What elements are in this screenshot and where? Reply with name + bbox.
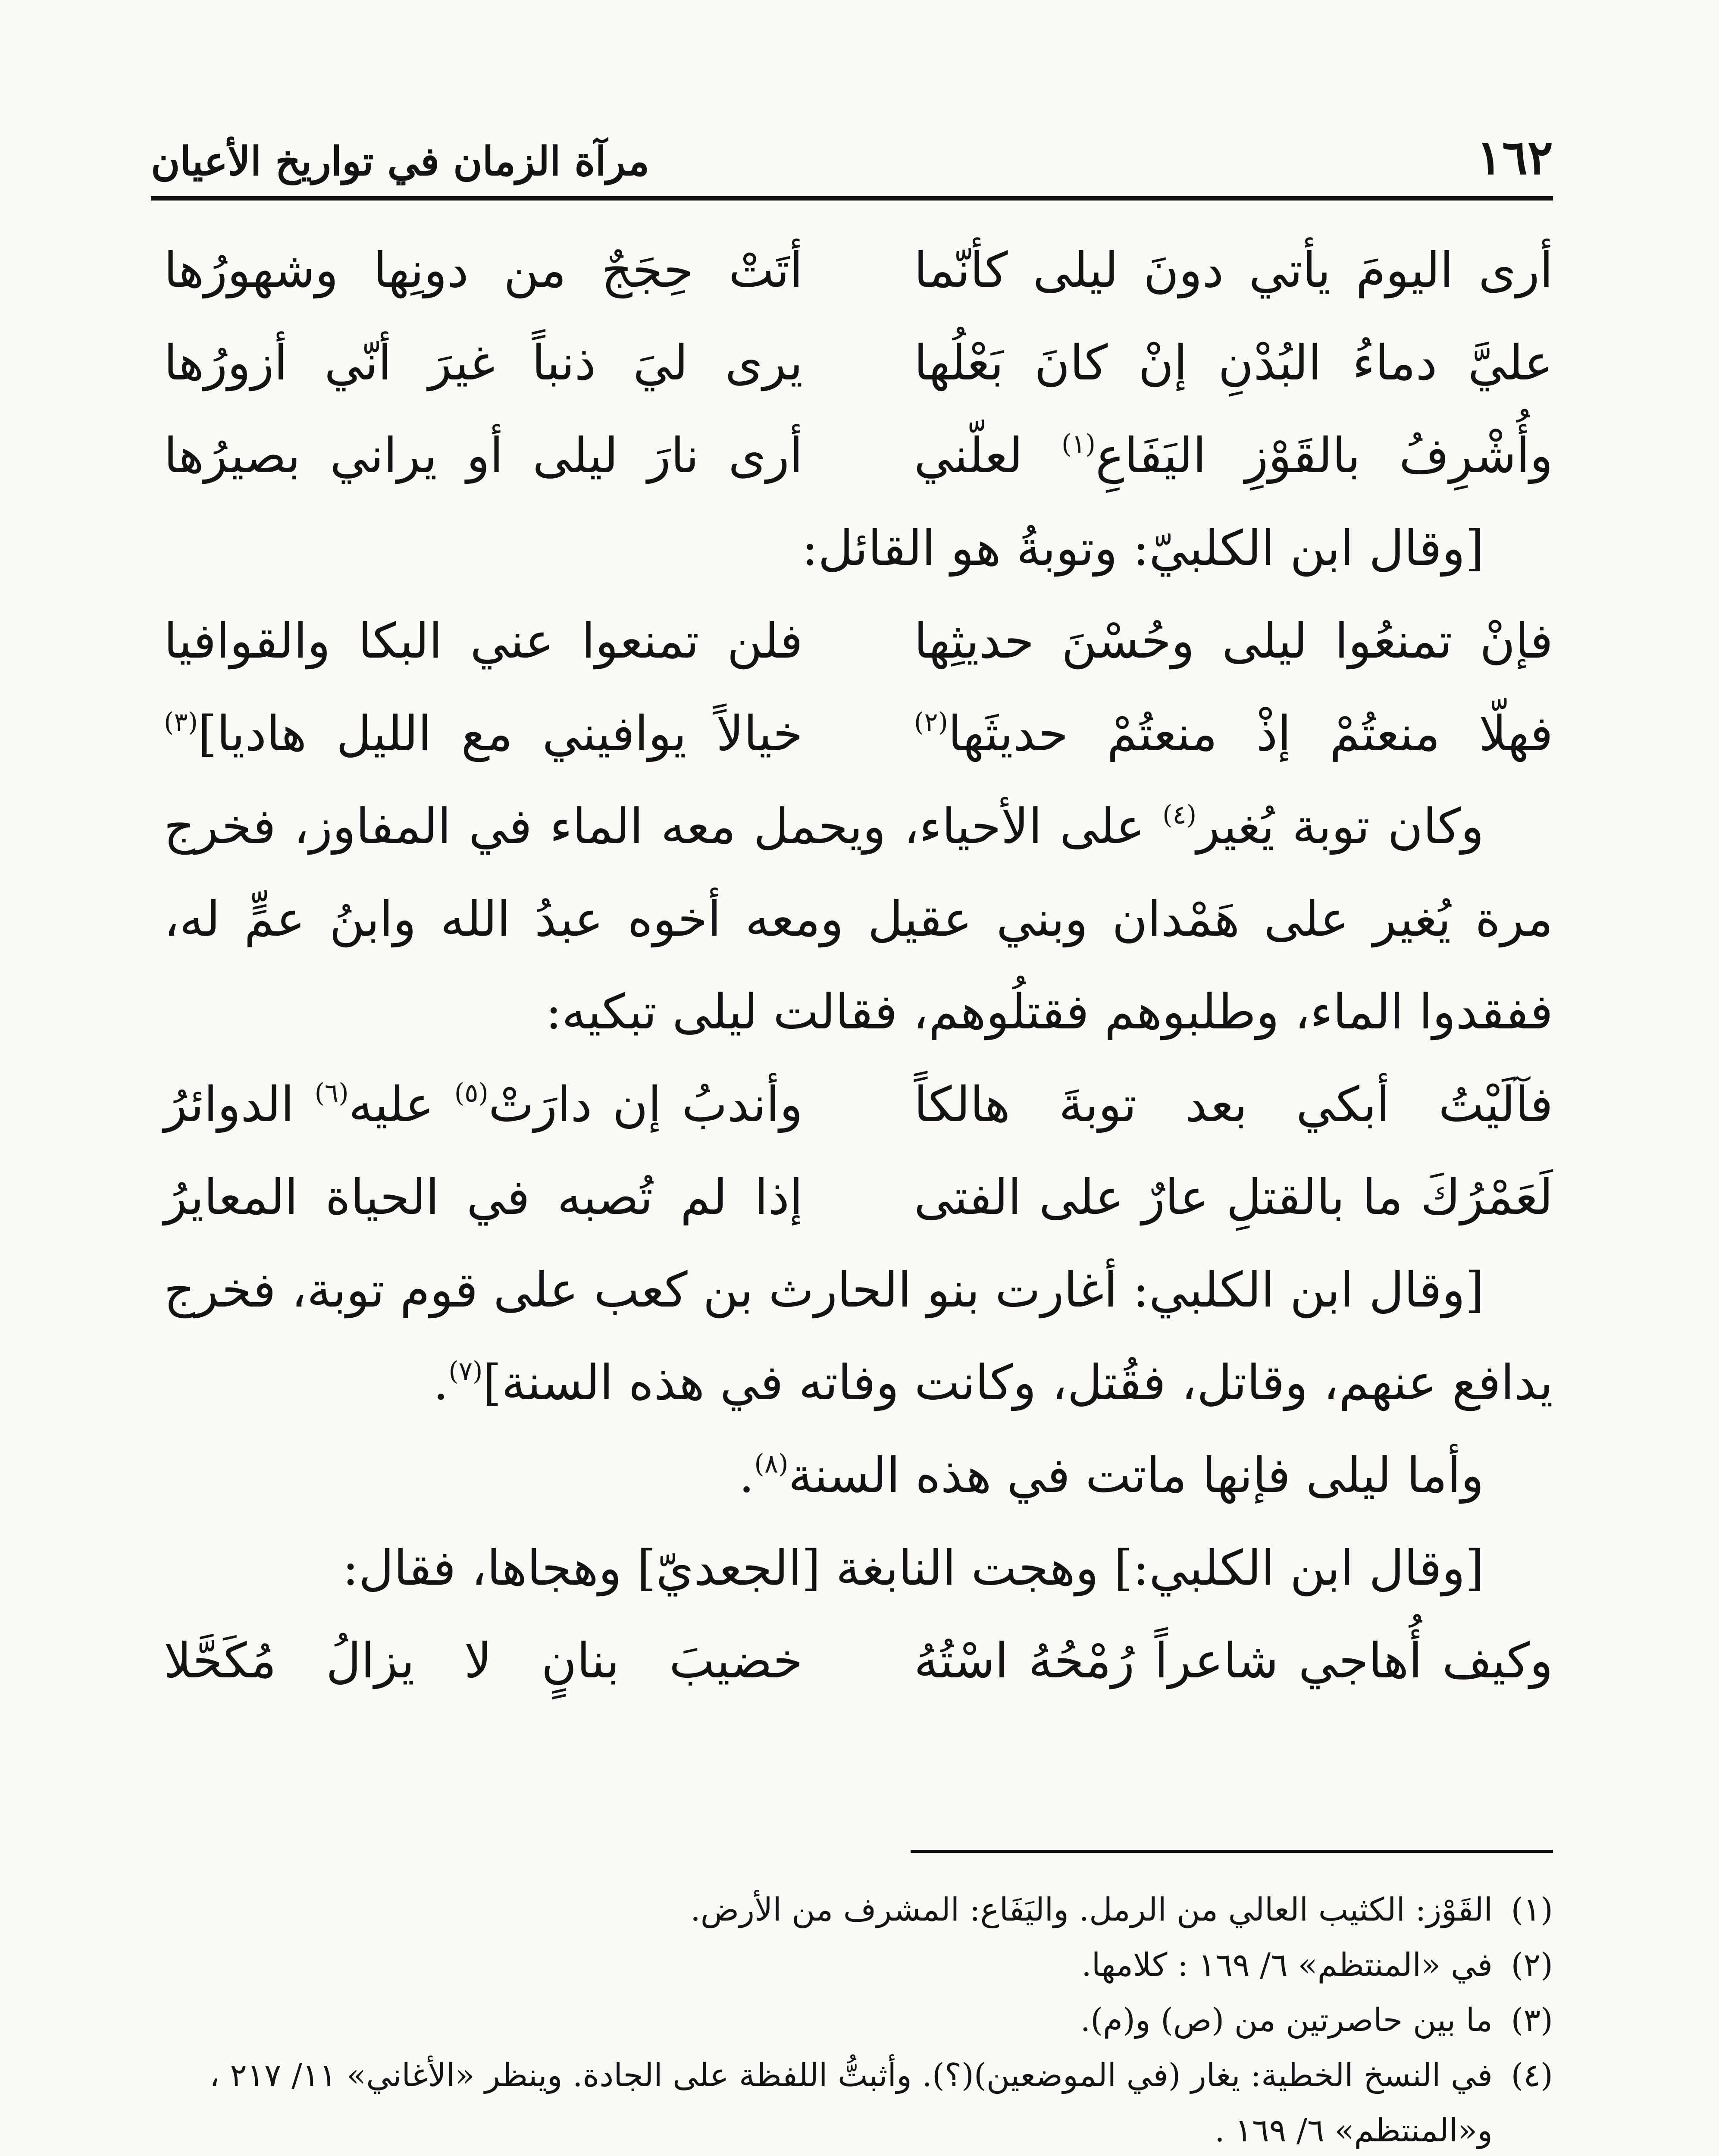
verse-text: عليه	[348, 1077, 454, 1133]
prose-text: .	[433, 1355, 449, 1411]
prose-text: .	[739, 1448, 755, 1504]
verse-text: خيالاً يوافيني مع الليل هاديا]	[198, 706, 803, 762]
verse-text: لعلّني	[914, 428, 1061, 484]
verse-line	[164, 595, 1553, 688]
footnote-continuation: و«المنتظم» ٦/ ١٦٩ .	[1215, 2112, 1493, 2149]
verse-line	[164, 1151, 1553, 1244]
verse-line	[164, 688, 1553, 780]
verse-second-hemistich: يرى ليَ ذنباً غيرَ أنّي أزورُها	[164, 335, 803, 391]
footnote-marker: (٤)	[1162, 800, 1197, 830]
verse-second-hemistich	[164, 1059, 803, 1151]
header-rule	[151, 196, 1553, 201]
prose-paragraph	[164, 1429, 1553, 1522]
prose-paragraph	[164, 1244, 1553, 1429]
prose-text: وكان توبة يُغير	[1196, 799, 1484, 855]
verse-first-hemistich: وكيف أُهاجي شاعراً رُمْحُهُ اسْتُهُ	[914, 1633, 1553, 1689]
footnote	[164, 2048, 1553, 2156]
verse-second-hemistich	[164, 688, 803, 780]
footnote-number: (٣)	[1511, 2002, 1553, 2039]
prose-paragraph	[164, 780, 1553, 1059]
running-title: مرآة الزمان في تواريخ الأعيان	[151, 138, 650, 185]
prose-text: [وقال ابن الكلبي: أغارت بنو الحارث بن كعب على قوم توبة، فخرج يدافع عنهم، وقاتل، فقُتل، وكانت وفاته في هذه السنة]	[164, 1262, 1553, 1411]
poem-intro: [وقال ابن الكلبيّ: وتوبةُ هو القائل:	[802, 520, 1484, 577]
prose-text: على الأحياء، ويحمل معه الماء في المفاوز، فخرج مرة يُغير على هَمْدان وبني عقيل ومعه أخوه عبدُ الله وابنُ عمٍّ له، ففقدوا الماء، وطلبوهم فقتلُوهم، فقالت ليلى تبكيه:	[164, 799, 1553, 1040]
verse-second-hemistich: فلن تمنعوا عني البكا والقوافيا	[164, 613, 803, 669]
footnote	[164, 1882, 1553, 1937]
footnote-text: في «المنتظم» ٦/ ١٦٩ : كلامها.	[1081, 1946, 1493, 1984]
page-header	[151, 101, 1553, 185]
footnote-marker: (٨)	[754, 1449, 789, 1479]
main-text	[164, 224, 1553, 1708]
footnote	[164, 1937, 1553, 1993]
footnote-number: (١)	[1511, 1891, 1553, 1928]
verse-first-hemistich	[914, 688, 1553, 780]
poem-intro: [وقال ابن الكلبي:] وهجت النابغة [الجعديّ] وهجاها، فقال:	[342, 1540, 1484, 1596]
verse-second-hemistich: إذا لم تُصبه في الحياة المعايرُ	[164, 1169, 803, 1225]
verse-first-hemistich	[914, 410, 1553, 502]
verse-text: وأندبُ إن دارَتْ	[488, 1077, 803, 1133]
footnote-marker: (٧)	[448, 1356, 483, 1386]
footnote-separator	[911, 1850, 1553, 1853]
verse-first-hemistich: فإنْ تمنعُوا ليلى وحُسْنَ حديثِها	[914, 613, 1553, 669]
verse-second-hemistich: خضيبَ بنانٍ لا يزالُ مُكَحَّلا	[164, 1633, 803, 1689]
verse-first-hemistich: عليَّ دماءُ البُدْنِ إنْ كانَ بَعْلُها	[914, 335, 1553, 391]
verse-line	[164, 1059, 1553, 1151]
verse-first-hemistich: لَعَمْرُكَ ما بالقتلِ عارٌ على الفتى	[914, 1169, 1553, 1225]
verse-second-hemistich: أرى نارَ ليلى أو يراني بصيرُها	[164, 428, 803, 484]
footnote-text: في النسخ الخطية: يغار (في الموضعين)(؟). وأثبتُّ اللفظة على الجادة. وينظر «الأغاني» ١١/ ٢١٧ ،	[209, 2057, 1493, 2094]
prose-text: وأما ليلى فإنها ماتت في هذه السنة	[788, 1448, 1484, 1504]
verse-line	[164, 410, 1553, 502]
verse-second-hemistich: أتَتْ حِجَجٌ من دونِها وشهورُها	[164, 242, 803, 298]
verse-text: وأُشْرِفُ بالقَوْزِ اليَفَاعِ	[1096, 428, 1553, 484]
verse-text: الدوائرُ	[164, 1077, 315, 1133]
footnote-text: ما بين حاصرتين من (ص) و(م).	[1080, 2002, 1493, 2039]
footnote	[164, 1993, 1553, 2048]
verse-line	[164, 317, 1553, 410]
footnote-text: القَوْز: الكثيب العالي من الرمل. واليَفَاع: المشرف من الأرض.	[690, 1891, 1493, 1928]
verse-first-hemistich: أرى اليومَ يأتي دونَ ليلى كأنّما	[914, 242, 1553, 298]
verse-text: فهلّا منعتُمْ إذْ منعتُمْ حديثَها	[948, 706, 1553, 762]
verse-first-hemistich: فآلَيْتُ أبكي بعد توبةَ هالكاً	[914, 1077, 1553, 1133]
footnote-marker: (٢)	[914, 707, 948, 737]
footnote-number: (٢)	[1511, 1946, 1553, 1984]
footnote-marker: (٣)	[164, 707, 198, 737]
verse-line	[164, 1615, 1553, 1708]
footnotes	[164, 1882, 1553, 2156]
footnote-marker: (١)	[1061, 429, 1096, 459]
verse-line	[164, 224, 1553, 317]
page-number: ١٦٢	[1476, 129, 1553, 185]
footnote-marker: (٥)	[454, 1078, 488, 1108]
footnote-number: (٤)	[1511, 2057, 1553, 2094]
footnote-marker: (٦)	[314, 1078, 349, 1108]
